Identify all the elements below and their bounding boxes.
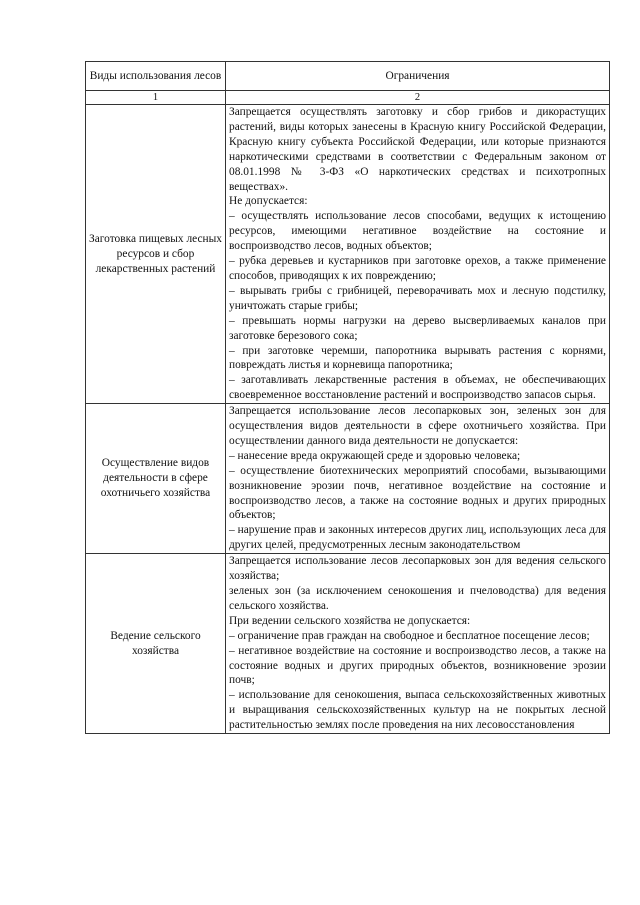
restrictions-cell: [226, 404, 610, 554]
restrictions-cell: [226, 554, 610, 734]
restriction-paragraph: – негативное воздействие на состояние и воспроизводство лесов, а также на состояние водных и других природных объектов, возникновение эрозии почв;: [229, 644, 606, 687]
forest-use-type: Осуществление видов деятельности в сфере охотничьего хозяйства: [86, 404, 226, 554]
column-number: 1: [86, 91, 226, 105]
restriction-paragraph: – нанесение вреда окружающей среде и здоровью человека;: [229, 449, 521, 462]
restriction-paragraph: – при заготовке черемши, папоротника вырывать растения с корнями, повреждать листья и корневища папоротника;: [229, 344, 606, 372]
restriction-paragraph: При ведении сельского хозяйства не допускается:: [229, 614, 471, 627]
restriction-paragraph: Запрещается использование лесов лесопарковых зон для ведения сельского хозяйства;: [229, 555, 606, 583]
header-restrictions: Ограничения: [226, 62, 610, 91]
restriction-paragraph: Не допускается:: [229, 195, 308, 208]
restriction-paragraph: – осуществлять использование лесов способами, ведущих к истощению ресурсов, имеющими негативное воздействие на состояние и воспроизводство лесов, водных объектов;: [229, 210, 606, 253]
restriction-paragraph: Запрещается использование лесов лесопарковых зон, зеленых зон для осуществления видов деятельности в сфере охотничьего хозяйства. При осуществлении данного вида деятельности не допускается:: [229, 405, 606, 447]
restriction-paragraph: – ограничение прав граждан на свободное и бесплатное посещение лесов;: [229, 629, 590, 642]
restrictions-cell: [226, 105, 610, 404]
header-row: [86, 62, 610, 91]
forest-use-type: Ведение сельского хозяйства: [86, 554, 226, 734]
restriction-paragraph: Запрещается осуществлять заготовку и сбор грибов и дикорастущих растений, виды которых занесены в Красную книгу Российской Федерации, Красную книгу субъекта Российской Федерации, или которые признаются наркотическими средствами в соответствии с Федеральным законом от 08.01.1998 № 3-ФЗ «О наркотических средствах и психотропных веществах».: [229, 106, 606, 193]
restrictions-table: [85, 61, 610, 734]
restriction-paragraph: – вырывать грибы с грибницей, переворачивать мох и лесную подстилку, уничтожать старые грибы;: [229, 284, 606, 312]
forest-use-type: Заготовка пищевых лесных ресурсов и сбор лекарственных растений: [86, 105, 226, 404]
column-number: 2: [226, 91, 610, 105]
restriction-paragraph: – рубка деревьев и кустарников при заготовке орехов, а также применение способов, приводящих к их повреждению;: [229, 255, 606, 282]
restriction-paragraph: – осуществление биотехнических мероприятий способами, вызывающими возникновение эрозии почв, негативное воздействие на состояние и воспроизводство лесов, а также на состояние водных и других природных объектов;: [229, 464, 606, 522]
restriction-paragraph: – нарушение прав и законных интересов других лиц, использующих леса для других целей, предусмотренных лесным законодательством: [229, 524, 606, 552]
header-forest-use-types: Виды использования лесов: [86, 62, 226, 91]
restriction-paragraph: – использование для сенокошения, выпаса сельскохозяйственных животных и выращивания сельскохозяйственных культур на не покрытых лесной растительностью землях после проведения на них лесовосстановления: [229, 689, 606, 732]
restriction-paragraph: зеленых зон (за исключением сенокошения и пчеловодства) для ведения сельского хозяйства.: [229, 585, 606, 612]
table-row: [86, 404, 610, 554]
column-number-row: [86, 91, 610, 105]
table-row: [86, 554, 610, 734]
restriction-paragraph: – превышать нормы нагрузки на дерево высверливаемых каналов при заготовке березового сока;: [229, 314, 606, 342]
restriction-paragraph: – заготавливать лекарственные растения в объемах, не обеспечивающих своевременное восстановление растений и воспроизводство запасов сырья.: [229, 374, 606, 402]
table-row: [86, 105, 610, 404]
